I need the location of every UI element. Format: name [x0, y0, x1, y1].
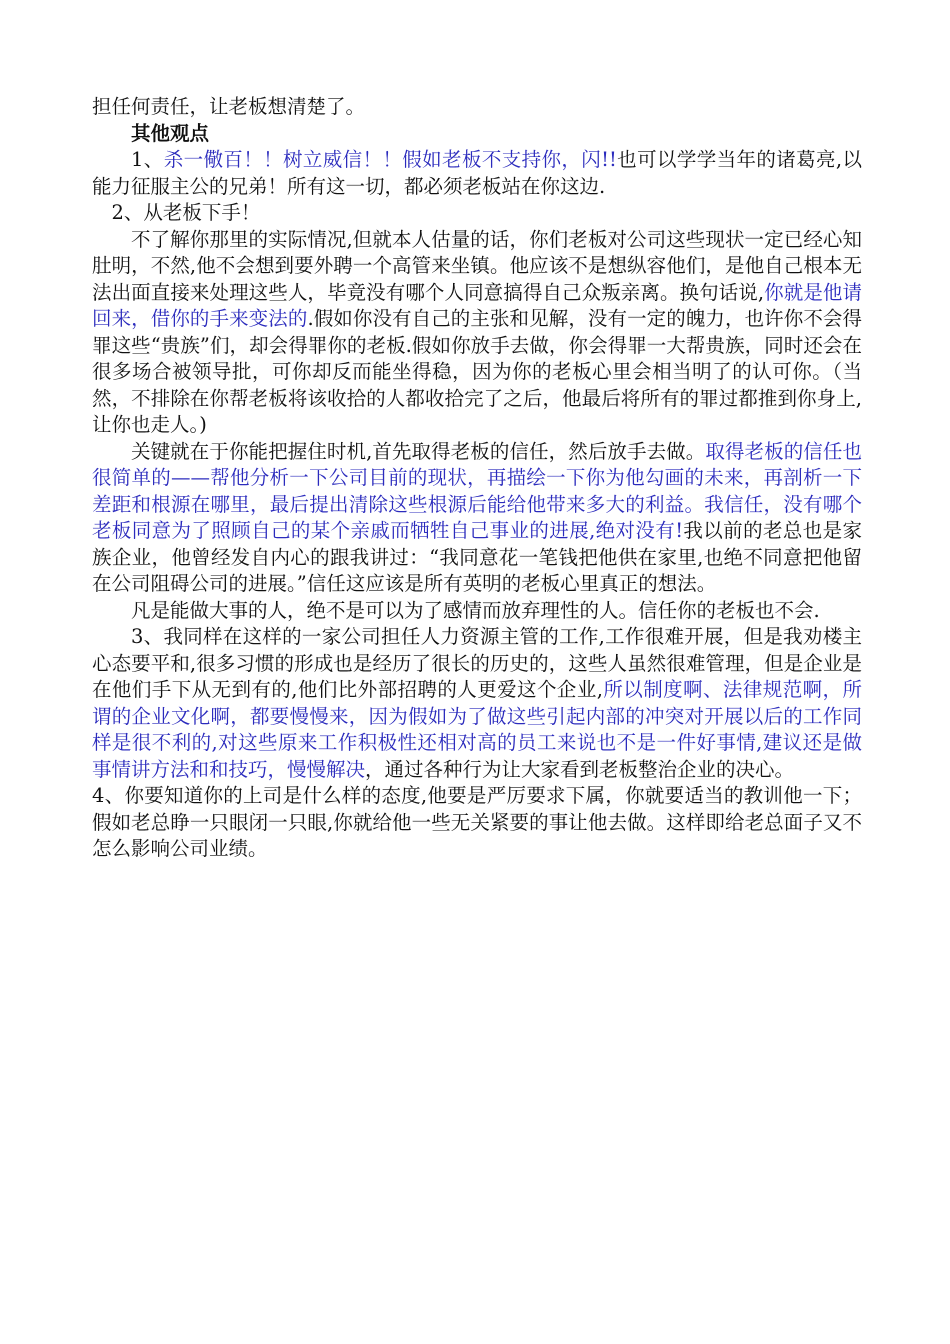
highlighted-text-run: 你就是他请回来，借你的手来变法的 [92, 280, 862, 330]
text-run: 不了解你那里的实际情况,但就本人估量的话，你们老板对公司这些现状一定已经心知肚明，不然,他不会想到要外聘一个高管来坐镇。他应该不是想纵容他们，是他自己根本无法出面直接来处理这些人，毕竟没有哪个人同意搞得自己众叛亲离。换句话说, [92, 227, 862, 304]
text-run: 关键就在于你能把握住时机,首先取得老板的信任，然后放手去做。 [131, 439, 706, 463]
text-run: 2、从老板下手！ [111, 201, 261, 224]
text-run: 凡是能做大事的人，绝不是可以为了感情而放弃理性的人。信任你的老板也不会. [131, 598, 820, 622]
document-body [92, 94, 862, 863]
paragraph-point-4 [92, 783, 862, 863]
paragraph-continuation [92, 94, 862, 121]
subheading-point-2 [92, 200, 862, 227]
highlighted-text-run: 所以制度啊、法律规范啊，所谓的企业文化啊，都要慢慢来，因为假如为了做这些引起内部的冲突对开展以后的工作同样是很不利的,对这些原来工作积极性还相对高的员工来说也不是一件好事情,建议还是做事情讲方法和和技巧，慢慢解决 [92, 678, 862, 781]
text-run: .假如你没有自己的主张和见解，没有一定的魄力，也许你不会得罪这些“贵族”们，却会得罪你的老板.假如你放手去做，你会得罪一大帮贵族，同时还会在很多场合被领导批，可你却反而能坐得稳，因为你的老板心里会相当明了的认可你。（当然，不排除在你帮老板将该收拾的人都收拾完了之后，他最后将所有的罪过都推到你身上,让你也走人。) [92, 307, 862, 436]
text-run: 1、 [131, 148, 164, 171]
text-run: 我以前的老总也是家族企业，他曾经发自内心的跟我讲过：“我同意花一笔钱把他供在家里,也绝不同意把他留在公司阻碍公司的进展。”信任这应该是所有英明的老板心里真正的想法。 [92, 519, 862, 595]
heading-text: 其他观点 [131, 121, 210, 145]
highlighted-text-run: 取得老板的信任也很简单的——帮他分析一下公司目前的现状，再描绘一下你为他勾画的未来，再剖析一下差距和根源在哪里，最后提出清除这些根源后能给他带来多大的利益。我信任，没有哪个老板同意为了照顾自己的某个亲戚而牺牲自己事业的进展,绝对没有! [92, 439, 862, 542]
text-run: 担任何责任，让老板想清楚了。 [92, 95, 366, 118]
highlighted-text-run: 杀一儆百！！树立威信！！假如老板不支持你，闪!! [163, 148, 617, 171]
text-run: 4、你要知道你的上司是什么样的态度,他要是严厉要求下属，你就要适当的教训他一下；假如老总睁一只眼闭一只眼,你就给他一些无关紧要的事让他去做。这样即给老总面子又不怎么影响公司业绩。 [92, 784, 862, 860]
text-run: 3、我同样在这样的一家公司担任人力资源主管的工作,工作很难开展，但是我劝楼主心态要平和,很多习惯的形成也是经历了很长的历史的，这些人虽然很难管理，但是企业是在他们手下从无到有的,他们比外部招聘的人更爱这个企业, [92, 625, 862, 701]
paragraph-point-3 [92, 624, 862, 783]
text-run: 也可以学学当年的诸葛亮,以能力征服主公的兄弟！所有这一切，都必须老板站在你这边. [92, 148, 862, 198]
paragraph-rational [92, 598, 862, 625]
section-heading [92, 121, 862, 148]
paragraph-key-timing [92, 439, 862, 598]
text-run: ，通过各种行为让大家看到老板整治企业的决心。 [365, 757, 795, 781]
paragraph-analysis [92, 227, 862, 439]
paragraph-point-1 [92, 147, 862, 200]
